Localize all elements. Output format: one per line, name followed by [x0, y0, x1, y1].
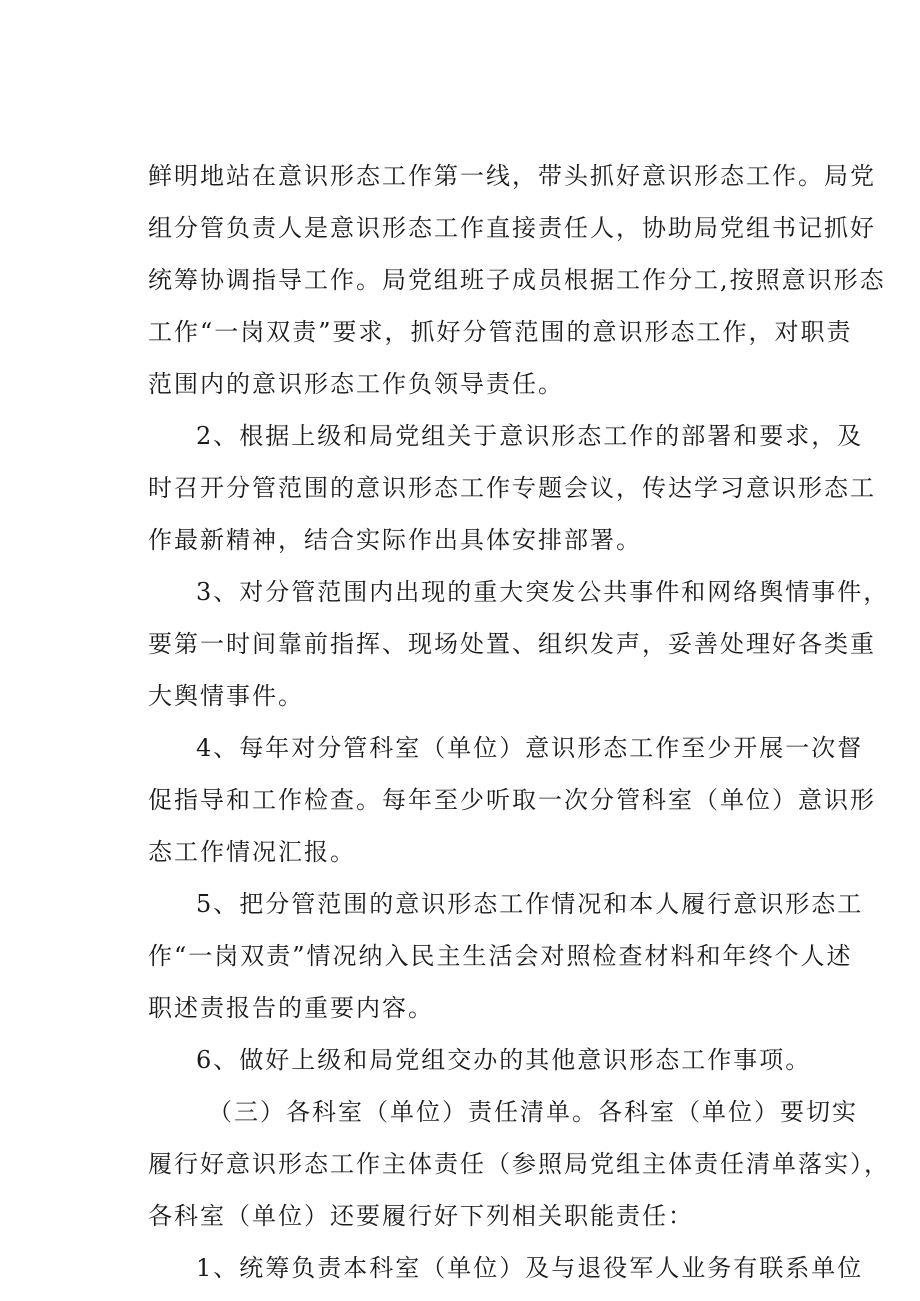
text-line: 履行好意识形态工作主体责任（参照局党组主体责任清单落实），: [148, 1150, 890, 1178]
paragraph-7-section-three: [148, 1086, 890, 1242]
text-line: 1、统筹负责本科室（单位）及与退役军人业务有联系单位: [196, 1254, 864, 1282]
text-line: 工作“一岗双责”要求，抓好分管范围的意识形态工作，对职责: [148, 318, 853, 346]
text-line: 组分管负责人是意识形态工作直接责任人，协助局党组书记抓好: [148, 214, 876, 242]
text-line: 作最新精神，结合实际作出具体安排部署。: [148, 526, 642, 554]
text-line: 时召开分管范围的意识形态工作专题会议，传达学习意识形态工: [148, 474, 876, 502]
text-line: 职述责报告的重要内容。: [148, 994, 434, 1022]
paragraph-1: [148, 150, 886, 410]
text-line: 范围内的意识形态工作负领导责任。: [148, 370, 564, 398]
paragraph-5: [148, 878, 864, 1034]
paragraph-4: [148, 722, 876, 878]
paragraph-6: [148, 1034, 810, 1086]
text-line: 大舆情事件。: [148, 682, 304, 710]
paragraph-3: [148, 566, 890, 722]
document-body: [148, 150, 890, 1294]
text-line: 鲜明地站在意识形态工作第一线，带头抓好意识形态工作。局党: [148, 162, 876, 190]
text-line: （三）各科室（单位）责任清单。各科室（单位）要切实: [208, 1098, 858, 1126]
text-line: 要第一时间靠前指挥、现场处置、组织发声，妥善处理好各类重: [148, 630, 876, 658]
text-line: 态工作情况汇报。: [148, 838, 356, 866]
paragraph-2: [148, 410, 876, 566]
text-line: 5、把分管范围的意识形态工作情况和本人履行意识形态工: [196, 890, 864, 918]
text-line: 4、每年对分管科室（单位）意识形态工作至少开展一次督: [196, 734, 864, 762]
text-line: 3、对分管范围内出现的重大突发公共事件和网络舆情事件，: [196, 578, 890, 606]
text-line: 促指导和工作检查。每年至少听取一次分管科室（单位）意识形: [148, 786, 876, 814]
text-line: 2、根据上级和局党组关于意识形态工作的部署和要求，及: [196, 422, 864, 450]
text-line: 各科室（单位）还要履行好下列相关职能责任：: [148, 1202, 694, 1230]
paragraph-8: [148, 1242, 864, 1294]
text-line: 6、做好上级和局党组交办的其他意识形态工作事项。: [196, 1046, 812, 1074]
text-line: 作“一岗双责”情况纳入民主生活会对照检查材料和年终个人述: [148, 942, 853, 970]
text-line: 统筹协调指导工作。局党组班子成员根据工作分工,按照意识形态: [148, 266, 886, 294]
